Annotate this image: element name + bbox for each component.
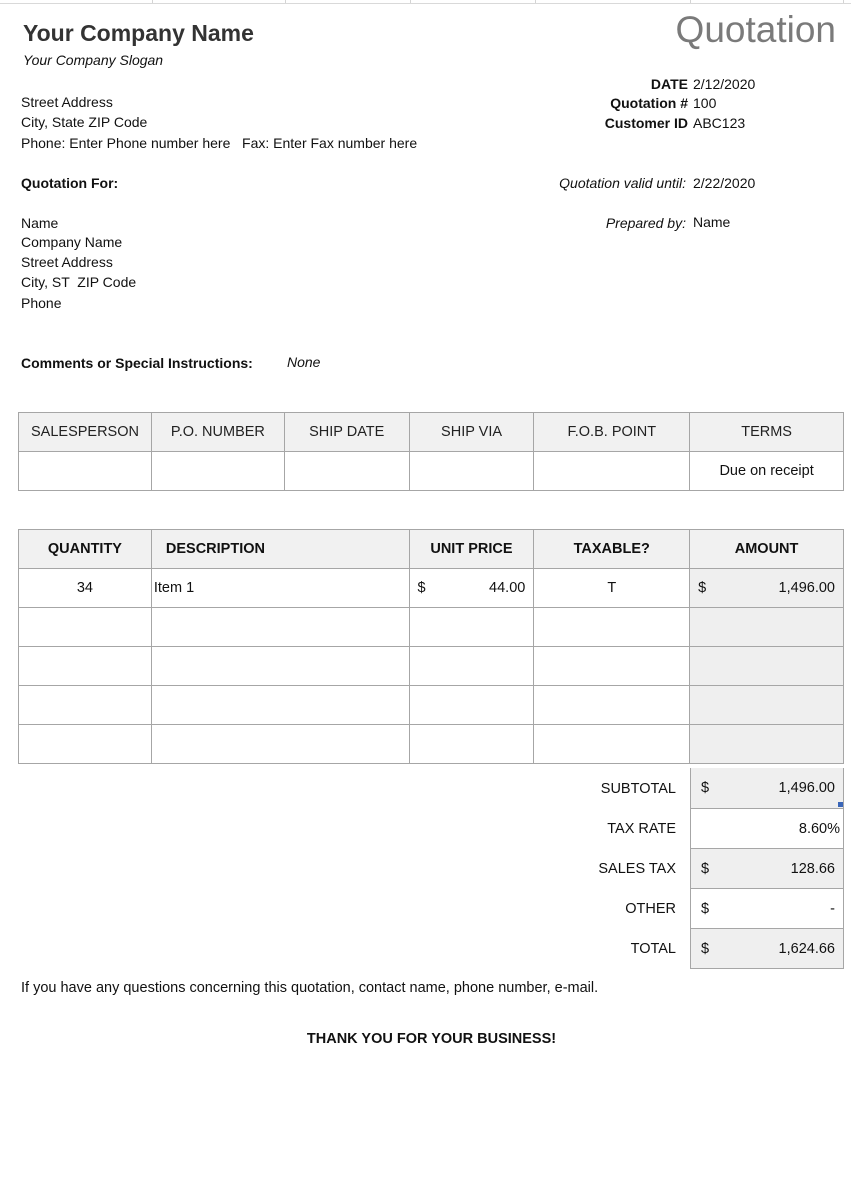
quotation-for-label: Quotation For:	[21, 175, 119, 191]
table-row	[19, 569, 844, 608]
unit-price-cell[interactable]	[409, 608, 534, 647]
unit-price-cell[interactable]	[409, 569, 534, 608]
valid-until-value[interactable]: 2/22/2020	[693, 175, 756, 191]
amount-cell[interactable]	[690, 725, 844, 764]
document-title: Quotation	[675, 9, 836, 50]
client-company[interactable]: Company Name	[21, 234, 123, 250]
ship-date-header: SHIP DATE	[284, 413, 409, 452]
table-row	[19, 608, 844, 647]
taxable-cell[interactable]	[534, 608, 690, 647]
contact-note[interactable]: If you have any questions concerning this quotation, contact name, phone number, e-mail.	[21, 980, 599, 996]
total-cell[interactable]	[690, 928, 844, 969]
amount-value: 1,496.00	[778, 580, 835, 596]
line-items-table	[18, 529, 844, 764]
salesperson-header: SALESPERSON	[19, 413, 152, 452]
description-cell[interactable]	[151, 725, 409, 764]
currency-symbol: $	[701, 860, 710, 877]
fill-handle[interactable]	[838, 802, 843, 807]
taxable-cell[interactable]	[534, 686, 690, 725]
table-row	[19, 725, 844, 764]
company-street[interactable]: Street Address	[21, 94, 113, 110]
total-label: TOTAL	[630, 941, 676, 957]
thank-you-message[interactable]: THANK YOU FOR YOUR BUSINESS!	[306, 1031, 557, 1047]
unit-price-header: UNIT PRICE	[409, 530, 534, 569]
fob-point-header: F.O.B. POINT	[534, 413, 690, 452]
ship-via-header: SHIP VIA	[409, 413, 534, 452]
tax-rate-cell[interactable]	[690, 809, 844, 850]
quantity-header: QUANTITY	[19, 530, 152, 569]
amount-cell[interactable]	[690, 647, 844, 686]
amount-cell[interactable]	[690, 686, 844, 725]
ship-via-cell[interactable]	[409, 452, 534, 491]
shipping-table	[18, 412, 844, 491]
other-cell[interactable]	[690, 889, 844, 930]
comments-value[interactable]: None	[287, 354, 321, 370]
sales-tax-label: SALES TAX	[598, 861, 676, 877]
fob-point-cell[interactable]	[534, 452, 690, 491]
client-name[interactable]: Name	[21, 215, 59, 231]
tax-rate-value: 8.60%	[798, 821, 840, 837]
taxable-header: TAXABLE?	[534, 530, 690, 569]
quantity-cell[interactable]	[19, 647, 152, 686]
currency-symbol: $	[698, 580, 707, 596]
description-header: DESCRIPTION	[151, 530, 409, 569]
currency-symbol: $	[701, 901, 710, 917]
company-name[interactable]: Your Company Name	[23, 20, 254, 46]
sales-tax-value: 128.66	[790, 860, 835, 877]
table-row	[19, 686, 844, 725]
prepared-by-value[interactable]: Name	[693, 214, 731, 230]
po-number-cell[interactable]	[151, 452, 284, 491]
unit-price-value: 44.00	[489, 580, 526, 596]
currency-symbol: $	[417, 580, 426, 596]
company-phone-fax[interactable]: Phone: Enter Phone number here Fax: Enter Fax number here	[21, 135, 418, 151]
quantity-cell[interactable]: 34	[19, 569, 152, 608]
quantity-cell[interactable]	[19, 608, 152, 647]
quantity-cell[interactable]	[19, 686, 152, 725]
salesperson-cell[interactable]	[19, 452, 152, 491]
description-cell[interactable]: Item 1	[151, 569, 409, 608]
sheet-grid-top	[0, 0, 851, 4]
tax-rate-label: TAX RATE	[607, 821, 676, 837]
subtotal-value: 1,496.00	[778, 780, 835, 796]
customer-id-label: Customer ID	[604, 115, 688, 131]
company-city[interactable]: City, State ZIP Code	[21, 114, 148, 130]
date-label: DATE	[650, 76, 688, 92]
total-value: 1,624.66	[778, 940, 835, 957]
table-row	[19, 647, 844, 686]
po-number-header: P.O. NUMBER	[151, 413, 284, 452]
taxable-cell[interactable]	[534, 725, 690, 764]
other-label: OTHER	[625, 901, 676, 917]
unit-price-cell[interactable]	[409, 686, 534, 725]
prepared-by-label: Prepared by:	[605, 215, 686, 231]
description-cell[interactable]	[151, 608, 409, 647]
date-value[interactable]: 2/12/2020	[693, 76, 756, 92]
sales-tax-cell[interactable]	[690, 848, 844, 889]
comments-label: Comments or Special Instructions:	[21, 355, 253, 371]
terms-cell[interactable]: Due on receipt	[690, 452, 844, 491]
unit-price-cell[interactable]	[409, 647, 534, 686]
client-street[interactable]: Street Address	[21, 254, 113, 270]
subtotal-cell[interactable]	[690, 768, 844, 809]
other-value: -	[830, 901, 835, 917]
taxable-cell[interactable]	[534, 647, 690, 686]
subtotal-label: SUBTOTAL	[600, 781, 676, 797]
valid-until-label: Quotation valid until:	[559, 175, 686, 191]
client-phone[interactable]: Phone	[21, 295, 62, 311]
description-cell[interactable]	[151, 686, 409, 725]
currency-symbol: $	[701, 940, 710, 957]
amount-header: AMOUNT	[690, 530, 844, 569]
currency-symbol: $	[701, 780, 710, 796]
company-slogan[interactable]: Your Company Slogan	[23, 52, 164, 68]
ship-date-cell[interactable]	[284, 452, 409, 491]
terms-header: TERMS	[690, 413, 844, 452]
customer-id-value[interactable]: ABC123	[693, 115, 746, 131]
description-cell[interactable]	[151, 647, 409, 686]
amount-cell[interactable]	[690, 608, 844, 647]
unit-price-cell[interactable]	[409, 725, 534, 764]
quantity-cell[interactable]	[19, 725, 152, 764]
taxable-cell[interactable]: T	[534, 569, 690, 608]
quotation-number-label: Quotation #	[610, 95, 688, 111]
amount-cell[interactable]	[690, 569, 844, 608]
client-city[interactable]: City, ST ZIP Code	[21, 274, 137, 290]
quotation-number-value[interactable]: 100	[693, 95, 717, 111]
